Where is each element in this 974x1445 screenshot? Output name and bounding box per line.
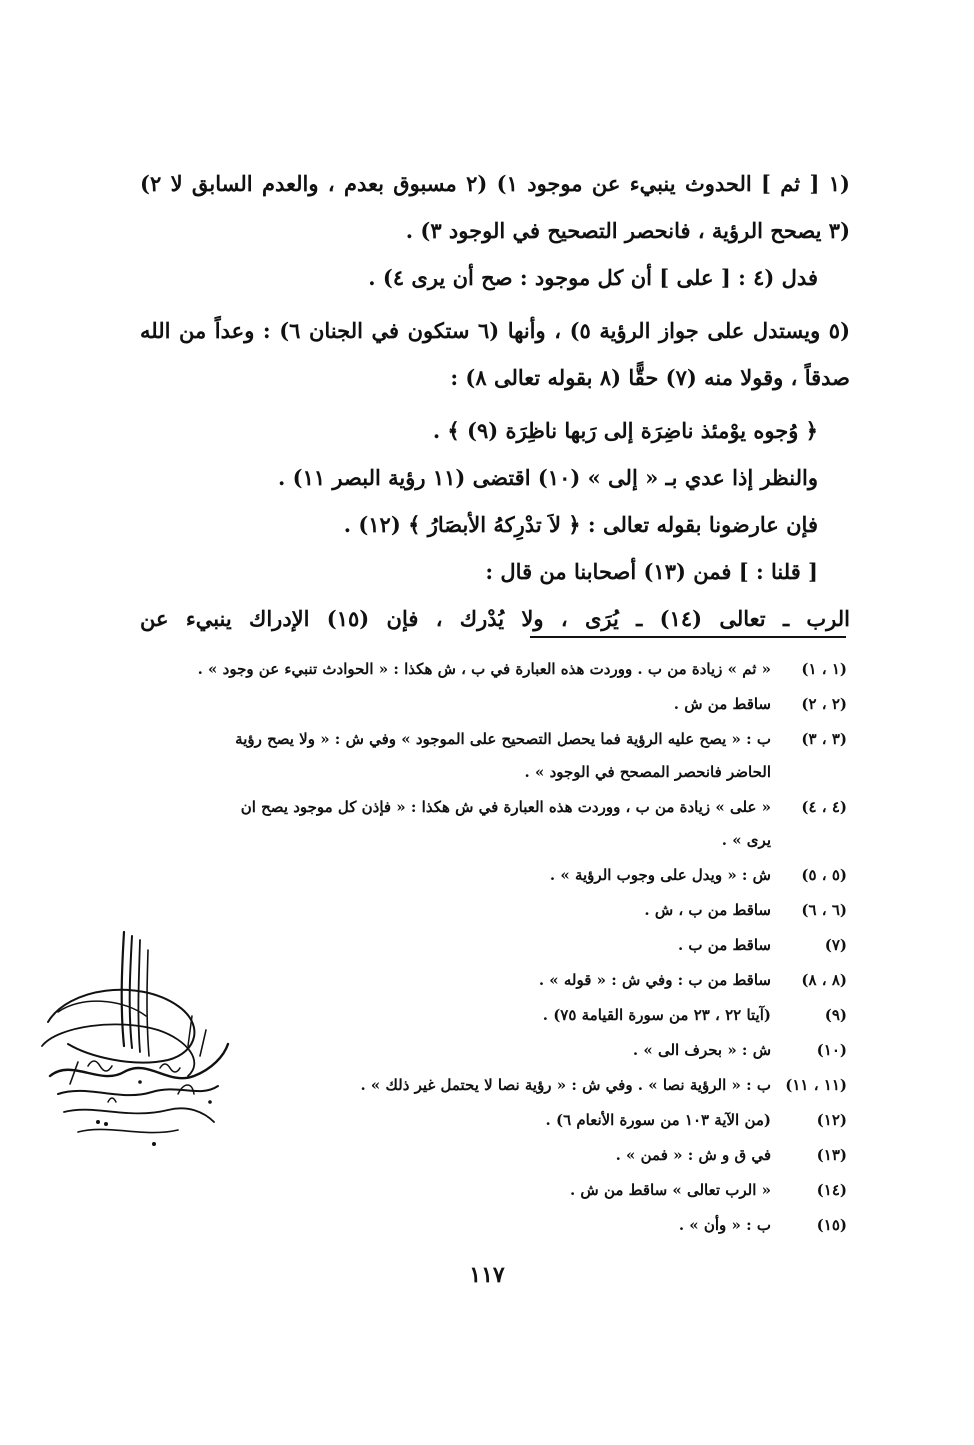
text-line: والنظر إذا عدي بـ « إلى » (١٠) اقتضى (١١ رؤية البصر ١١) .	[278, 465, 818, 490]
main-text-block	[140, 160, 850, 642]
footnote-text: ساقط من ب : وفي ش : « قوله » .	[538, 971, 771, 989]
footnote-item	[135, 1173, 847, 1208]
footnote-text: (آيتا ٢٢ ، ٢٣ من سورة القيامة ٧٥) .	[542, 1006, 771, 1024]
footnote-item	[135, 652, 847, 687]
footnote-number: (١٤)	[816, 1181, 847, 1199]
footnote-text: ش : « ويدل على وجوب الرؤية » .	[549, 866, 771, 884]
footnote-number: (٩)	[824, 1006, 847, 1024]
footnote-text: ساقط من ش .	[673, 695, 771, 713]
text-line: (٥ ويستدل على جواز الرؤية ٥) ، وأنها (٦ ستكون في الجنان ٦) : وعداً من الله	[140, 318, 851, 343]
footnotes-block	[135, 652, 847, 1243]
text-line: فدل (٤ : [ على ] أن كل موجود : صح أن يرى ٤) .	[368, 265, 818, 290]
footnote-text: « الرب تعالى » ساقط من ش .	[569, 1181, 771, 1199]
footnote-number: (٦ ، ٦)	[801, 901, 847, 919]
quran-verse-line: ﴿ وُجوه يوْمئذ ناضِرَة إلى رَبها ناظِرَة (٩) ﴾ .	[432, 418, 818, 443]
footnote-item	[135, 998, 847, 1033]
text-line: صدقاً ، وقولا منه (٧) حقًّا (٨ بقوله تعالى ٨) :	[450, 365, 850, 390]
footnote-continuation: يرى » .	[721, 831, 771, 849]
footnote-item	[135, 1138, 847, 1173]
footnote-number: (١٠)	[816, 1041, 847, 1059]
footnote-text: ش : « بحرف الى » .	[632, 1041, 771, 1059]
footnote-number: (١ ، ١)	[801, 660, 847, 678]
footnote-divider	[530, 636, 846, 638]
footnote-item	[135, 893, 847, 928]
footnote-text: « ثم » زيادة من ب . ووردت هذه العبارة في ب ، ش هكذا : « الحوادث تنبيء عن وجود » .	[197, 660, 771, 678]
footnote-number: (٣ ، ٣)	[801, 730, 847, 748]
footnote-number: (٨ ، ٨)	[801, 971, 847, 989]
footnote-item	[135, 963, 847, 998]
footnote-number: (١٣)	[816, 1146, 847, 1164]
page-number: ١١٧	[469, 1262, 505, 1288]
footnote-text: « على » زيادة من ب ، ووردت هذه العبارة في ش هكذا : « فإذن كل موجود يصح ان	[240, 798, 771, 816]
footnote-number: (١٥)	[816, 1216, 847, 1234]
footnote-number: (٧)	[824, 936, 847, 954]
text-line: الرب ـ تعالى (١٤) ـ يُرَى ، ولا يُدْرك ، فإن (١٥) الإدراك ينبيء عن	[140, 606, 850, 631]
footnote-text: ب : « وأن » .	[678, 1216, 771, 1234]
calligraphic-signature	[28, 926, 234, 1158]
footnote-item	[135, 928, 847, 963]
footnote-number: (١٢)	[816, 1111, 847, 1129]
text-line: [ قلنا : ] فمن (١٣) أصحابنا من قال :	[485, 559, 818, 584]
footnote-text: ساقط من ب .	[677, 936, 771, 954]
text-line: فإن عارضونا بقوله تعالى : ﴿ لاَ تدْرِكهُ الأبصَارُ ﴾ (١٢) .	[343, 512, 818, 537]
footnote-number: (٢ ، ٢)	[801, 695, 847, 713]
footnote-text: ب : « يصح عليه الرؤية فما يحصل التصحيح على الموجود » وفي ش : « ولا يصح رؤية	[235, 730, 771, 748]
footnote-item	[135, 1208, 847, 1243]
text-line: (١ [ ثم ] الحدوث ينبيء عن موجود ١) (٢ مسبوق بعدم ، والعدم السابق لا ٢)	[140, 171, 850, 196]
footnote-item	[135, 722, 847, 790]
footnote-text: ب : « الرؤية نصا » . وفي ش : « رؤية نصا لا يحتمل غير ذلك » .	[360, 1076, 771, 1094]
footnote-item	[135, 687, 847, 722]
footnote-number: (٥ ، ٥)	[801, 866, 847, 884]
footnote-number: (٤ ، ٤)	[801, 798, 847, 816]
footnote-item	[135, 858, 847, 893]
footnote-text: في ق و ش : « فمن » .	[615, 1146, 771, 1164]
footnote-continuation: الحاضر فانحصر المصحح في الوجود » .	[524, 763, 771, 781]
footnote-item	[135, 1103, 847, 1138]
footnote-text: ساقط من ب ، ش .	[644, 901, 771, 919]
text-line: (٣ يصحح الرؤية ، فانحصر التصحيح في الوجود ٣) .	[405, 218, 850, 243]
footnote-item	[135, 790, 847, 858]
footnote-number: (١١ ، ١١)	[785, 1076, 847, 1094]
footnote-text: (من الآية ١٠٣ من سورة الأنعام ٦) .	[545, 1111, 771, 1129]
footnote-item	[135, 1068, 847, 1103]
footnote-item	[135, 1033, 847, 1068]
